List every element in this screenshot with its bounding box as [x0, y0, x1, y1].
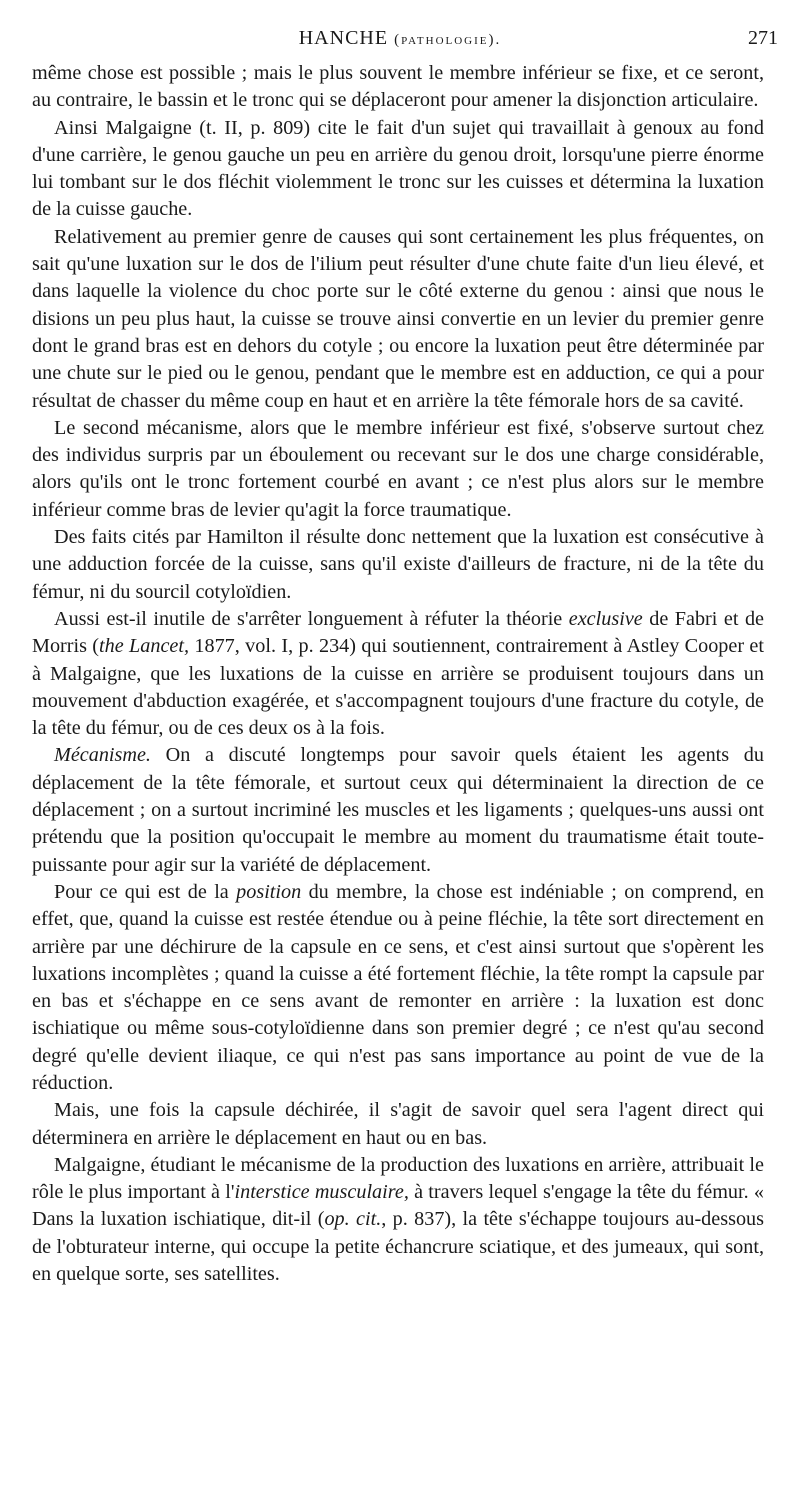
text-segment: Malgaigne, étudiant le mécanisme de la production des luxations en arrière, attribuait le rôle le plus important à l' [32, 1153, 764, 1204]
text-segment: du membre, la chose est indéniable ; on comprend, en effet, que, quand la cuisse est restée étendue ou à peine fléchie, la tête sort directement en arrière par une déchirure de la capsule en ce sens, et c'est ainsi surtout que s'opèrent les luxations incomplètes ; quand la cuisse a été fortement fléchie, la tête rompt la capsule par en bas et s'échappe en ce sens avant de remonter en arrière : la luxation est donc ischiatique ou même sous-cotyloïdienne dans son premier degré ; ce n'est qu'au second degré qu'elle devient iliaque, ce qui n'est pas sans importance au point de vue de la réduction. [32, 880, 764, 1094]
paragraph [32, 115, 764, 224]
paragraph [32, 60, 764, 115]
paragraph [32, 1097, 764, 1152]
text-segment: Pour ce qui est de la [54, 880, 237, 903]
text-segment: 1877, vol. I, p. 234) qui soutiennent, contrairement à Astley Cooper et à Malgaigne, que les luxations de la cuisse en arrière se produisent toujours dans un mouvement d'abduction exagérée, et s'accompagnent toujours d'une fracture du cotyle, de la tête du fémur, ou de ces deux os à la fois. [32, 635, 764, 740]
italic-text: position [236, 880, 302, 903]
page-number: 271 [748, 27, 778, 49]
paragraph [32, 1152, 764, 1288]
paragraph [32, 606, 764, 742]
text-segment: de Fabri et de Morris ( [32, 607, 764, 658]
text-segment: Aussi est-il inutile de s'arrêter longuement à réfuter la théorie [54, 607, 569, 630]
paragraph [32, 415, 764, 524]
running-title: HANCHE [298, 27, 389, 49]
running-subtitle: (pathologie). [394, 32, 502, 48]
paragraph [32, 879, 764, 1097]
italic-text: the Lancet, [99, 635, 190, 658]
paragraph [32, 524, 764, 606]
text-segment: même chose est possible ; mais le plus souvent le membre inférieur se fixe, et ce seront, au contraire, le bassin et le tronc qui se déplaceront pour amener la disjonction articulaire. [32, 62, 764, 112]
running-head [0, 27, 800, 50]
text-segment: Des faits cités par Hamilton il résulte donc nettement que la luxation est consécutive à une adduction forcée de la cuisse, sans qu'il existe d'ailleurs de fracture, ni de la tête du fémur, ni du sourcil cotyloïdien. [32, 526, 764, 603]
italic-text: Mécanisme. [54, 744, 151, 767]
text-segment: , p. 837), la tête s'échappe toujours au-dessous de l'obturateur interne, qui occupe la petite échancrure sciatique, et des jumeaux, qui sont, en quelque sorte, ses satellites. [32, 1208, 764, 1286]
paragraph [32, 742, 764, 878]
text-segment: Le second mécanisme, alors que le membre inférieur est fixé, s'observe surtout chez des individus surpris par un éboulement ou recevant sur le dos une charge considérable, alors qu'ils ont le tronc fortement courbé en avant ; ce n'est plus alors sur le membre inférieur comme bras de levier qu'agit la force traumatique. [32, 416, 764, 521]
italic-text: interstice musculaire, [234, 1181, 409, 1204]
text-segment: On a discuté longtemps pour savoir quels étaient les agents du déplacement de la tête fémorale, et surtout ceux qui déterminaient la direction de ce déplacement ; on a surtout incriminé les muscles et les ligaments ; quelques-uns aussi ont prétendu que la position qu'occupait le membre au moment du traumatisme était toute-puissante pour agir sur la variété de déplacement. [32, 744, 764, 876]
page-header [0, 27, 800, 57]
body-text [32, 60, 764, 1288]
text-segment: Ainsi Malgaigne (t. II, p. 809) cite le fait d'un sujet qui travaillait à genoux au fond d'une carrière, le genou gauche un peu en arrière du genou droit, lorsqu'une pierre énorme lui tombant sur le dos fléchit violemment le tronc sur les cuisses et détermina la luxation de la cuisse gauche. [32, 116, 764, 221]
text-segment: à travers lequel s'engage la tête du fémur. « Dans la luxation ischiatique, dit-il ( [32, 1181, 764, 1231]
text-segment: Mais, une fois la capsule déchirée, il s'agit de savoir quel sera l'agent direct qui déterminera en arrière le déplacement en haut ou en bas. [32, 1099, 764, 1149]
paragraph [32, 224, 764, 415]
italic-text: exclusive [568, 607, 643, 630]
text-segment: Relativement au premier genre de causes qui sont certainement les plus fréquentes, on sait qu'une luxation sur le dos de l'ilium peut résulter d'une chute faite d'un lieu élevé, et dans laquelle la violence du choc porte sur le côté externe du genou : ainsi que nous le disions un peu plus haut, la cuisse se trouve ainsi convertie en un levier du premier genre dont le grand bras est en dehors du cotyle ; ou encore la luxation peut être déterminée par une chute sur le pied ou le genou, pendant que le membre est en adduction, ce qui a pour résultat de chasser du même coup en haut et en arrière la tête fémorale hors de sa cavité. [32, 225, 764, 412]
italic-text: op. cit. [324, 1208, 382, 1231]
